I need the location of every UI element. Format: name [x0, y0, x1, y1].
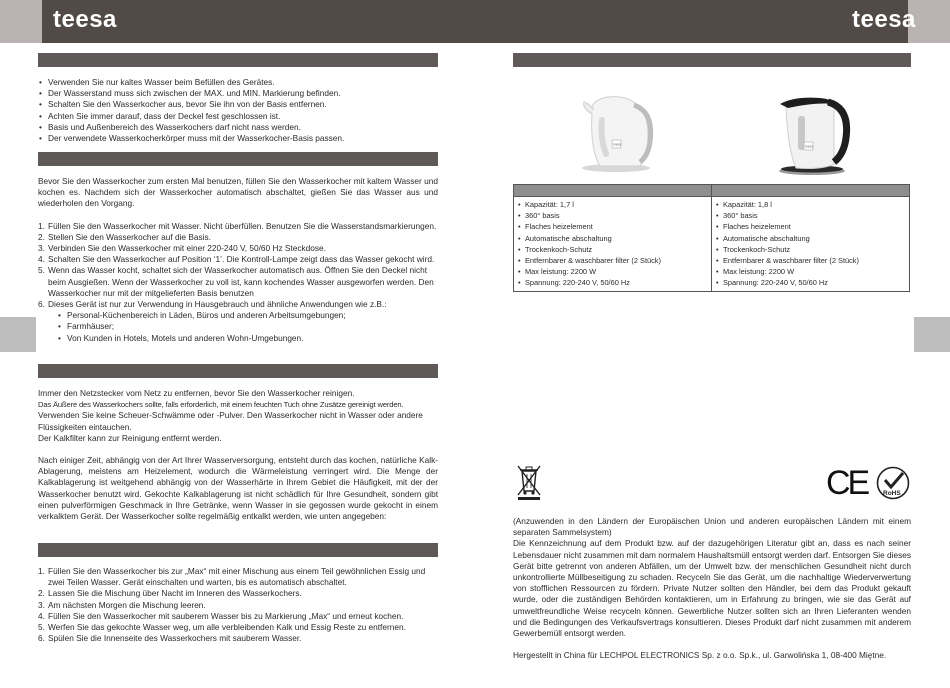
- svg-text:teesa: teesa: [805, 144, 814, 149]
- disposal-text: Die Kennzeichnung auf dem Produkt bzw. auf der dazugehörigen Literatur gibt an, dass es nach seiner Lebensdauer nicht zusammen mit dam normalem Haushaltsmüll entsorgt werden darf. Entsorgen Sie dieses Gerät bitte getrennt von anderen Abfällen, um der Umwelt bzw. der menschlichen Gesundheit nicht durch unkontrollierte Müllbeseitigung zu schaden. Recyceln Sie das Gerät, um die nachhaltige Wiederverwertung von stofflichen Ressourcen zu fördern. Private Nutzer sollten den Händler, bei dem das Produkt gekauft wurde, oder die zuständigen Behörden kontaktieren, um in Erfahrung zu bringen, wie sie das Gerät auf umweltfreundliche Weise recyceln können. Gewerbliche Nutzer sollten sich an Ihren Lieferanten wenden und die Bedingungen des Verkaufsvertrags konsultieren. Dieses Produkt darf nicht zusammen mit anderem Gewerbemüll entsorgt werden.: [513, 538, 911, 639]
- list-item: • Spannung: 220-240 V, 50/60 Hz: [715, 277, 905, 288]
- descaling-intro: Nach einiger Zeit, abhängig von der Art Ihrer Wasserversorgung, entsteht durch das kochen, natürliche Kalk-Ablagerung, meistens am Heizelement, wodurch die Wärmeleistung verringert wird. Die Menge der Kalkablagerung ist weitgehend abhängig von der Wasserhärte in Ihrem Gebiet die Häufigkeit, mit der der Wasserkocher benutzt wird. Gekochte Kalkablagerung ist nicht schädlich für Ihre Gesundheit, sondern gibt einen pulverförmigen Geschmack in Ihre Getränke, wenn Wasser in sie gegossen wurde gekocht in einem verkalktem Gerät. Der Wasserkocher sollte regelmäßig entkalkt werden, wie unten angegeben:: [38, 455, 438, 522]
- section-bar-specs: [513, 53, 911, 67]
- cleaning-p2: Das Äußere des Wasserkochers sollte, falls erforderlich, mit einem feuchten Tuch ohne Zusätze gereinigt werden.: [38, 400, 404, 410]
- list-item: • Achten Sie immer darauf, dass der Deckel fest geschlossen ist.: [38, 111, 438, 122]
- svg-text:RoHS: RoHS: [883, 490, 901, 497]
- weee-bin-icon: [514, 462, 544, 500]
- side-tab-right: [914, 317, 950, 352]
- list-item: 4. Füllen Sie den Wasserkocher mit sauberem Wasser bis zu Markierung „Max“ und erneut kochen.: [38, 610, 404, 621]
- list-item: • Automatische abschaltung: [517, 233, 707, 244]
- section-bar-descaling: [38, 543, 438, 557]
- first-use-section: [38, 176, 438, 344]
- list-item: 1. Füllen Sie den Wasserkocher bis zur „Max“ mit einer Mischung aus einem Teil gewöhnlichen Essig und zwei Teilen Wasser. Gerät einschalten und warten, bis es automatisch abschaltet.: [38, 566, 426, 588]
- side-tab-left: [0, 317, 36, 352]
- list-item: 3. Am nächsten Morgen die Mischung leeren.: [38, 599, 206, 610]
- list-item: 1. Füllen Sie den Wasserkocher mit Wasser. Nicht überfüllen. Benutzen Sie die Wasserstandsmarkierungen.: [38, 220, 437, 231]
- spec-table: [513, 184, 910, 292]
- list-item: • Spannung: 220-240 V, 50/60 Hz: [517, 277, 707, 288]
- list-item: 2. Lassen Sie die Mischung über Nacht im Inneren des Wasserkochers.: [38, 588, 302, 599]
- spec-column-2: [712, 197, 910, 292]
- disposal-note: (Anzuwenden in den Ländern der Europäischen Union und anderen europäischen Ländern mit einem separaten Sammelsystem): [513, 516, 911, 538]
- kettle-image-white: [578, 90, 658, 172]
- list-item: • Farmhäuser;: [58, 321, 438, 332]
- list-item: • Max leistung: 2200 W: [517, 266, 707, 277]
- list-item: • Kapazität: 1,7 l: [517, 199, 707, 210]
- manufacturer-line: Hergestellt in China für LECHPOL ELECTRONICS Sp. z o.o. Sp.k., ul. Garwolińska 1, 08-400 Miętne.: [513, 650, 887, 661]
- list-item: • Trockenkoch-Schutz: [517, 244, 707, 255]
- list-item: • Automatische abschaltung: [715, 233, 905, 244]
- list-item: 5. Werfen Sie das gekochte Wasser weg, um alle verbleibenden Kalk und Essig Reste zu entfernen.: [38, 622, 406, 633]
- list-item: • Max leistung: 2200 W: [715, 266, 905, 277]
- header-tab-left: [0, 0, 42, 43]
- list-item: • Verwenden Sie nur kaltes Wasser beim Befüllen des Gerätes.: [38, 77, 438, 88]
- section-bar-cleaning: [38, 364, 438, 378]
- ce-mark-icon: CE: [826, 464, 868, 502]
- first-use-intro: Bevor Sie den Wasserkocher zum ersten Mal benutzen, füllen Sie den Wasserkocher mit kaltem Wasser und kochen es. Nachdem sich der Wasserkocher automatisch abschaltet, gießen Sie das Wasser aus und wiederholen den Vorgang.: [38, 176, 438, 209]
- list-item: 5. Wenn das Wasser kocht, schaltet sich der Wasserkocher automatisch aus. Öffnen Sie den Deckel nicht beim Ausgießen. Wenn der Wasserkocher zu voll ist, kann kochendes Wasser ausgeworfen werden. Den Wasserkocher nur mit der mitgelieferten Basis benutzen: [38, 265, 434, 298]
- list-item: • 360° basis: [517, 210, 707, 221]
- svg-text:teesa: teesa: [613, 142, 622, 147]
- list-item: • Von Kunden in Hotels, Motels und anderen Wohn-Umgebungen.: [58, 333, 438, 344]
- list-item: 6. Dieses Gerät ist nur zur Verwendung in Hausgebrauch und ähnliche Anwendungen wie z.B.: • Personal-Küchenbereich in Läden, Büros und anderen Arbeitsumgebungen; • Farmhäuser; • Von Kunden in Hotels, Motels und anderen Wohn-Umgebungen.: [38, 299, 438, 344]
- list-item: • Personal-Küchenbereich in Läden, Büros und anderen Arbeitsumgebungen;: [58, 310, 438, 321]
- list-item: • Entfernbarer & waschbarer filter (2 Stück): [517, 255, 707, 266]
- usage-notes: [38, 77, 438, 144]
- list-item: • Flaches heizelement: [517, 221, 707, 232]
- list-item: • Schalten Sie den Wasserkocher aus, bevor Sie ihn von der Basis entfernen.: [38, 99, 438, 110]
- cleaning-p4: Der Kalkfilter kann zur Reinigung entfernt werden.: [38, 432, 222, 443]
- disposal-section: [513, 516, 911, 661]
- spec-table-header-left: [514, 185, 712, 197]
- header-bar: [0, 0, 950, 43]
- rohs-badge-icon: [876, 466, 910, 500]
- list-item: 4. Schalten Sie den Wasserkocher auf Position ‘1’. Die Kontroll-Lampe zeigt dass das Wasser gekocht wird.: [38, 254, 435, 265]
- section-bar-first-use: [38, 152, 438, 166]
- list-item: • Kapazität: 1,8 l: [715, 199, 905, 210]
- cleaning-p3: Verwenden Sie keine Scheuer-Schwämme oder -Pulver. Den Wasserkocher nicht in Wasser oder andere Flüssigkeiten eintauchen.: [38, 410, 423, 432]
- section-bar-usage: [38, 53, 438, 67]
- brand-logo-left: teesa: [53, 6, 117, 33]
- list-item: • Der Wasserstand muss sich zwischen der MAX. und MIN. Markierung befinden.: [38, 88, 438, 99]
- cleaning-p1: Immer den Netzstecker vom Netz zu entfernen, bevor Sie den Wasserkocher reinigen.: [38, 388, 355, 398]
- list-item: 6. Spülen Sie die Innenseite des Wasserkochers mit sauberem Wasser.: [38, 633, 302, 644]
- list-item: • Flaches heizelement: [715, 221, 905, 232]
- descaling-steps: [38, 566, 438, 644]
- kettle-image-black: [770, 90, 852, 176]
- list-item: 2. Stellen Sie den Wasserkocher auf die Basis.: [38, 231, 211, 242]
- list-item: • 360° basis: [715, 210, 905, 221]
- list-item: • Basis und Außenbereich des Wasserkochers darf nicht nass werden.: [38, 122, 438, 133]
- spec-table-header-right: [712, 185, 910, 197]
- spec-column-1: [514, 197, 712, 292]
- list-item: • Der verwendete Wasserkocherkörper muss mit der Wasserkocher-Basis passen.: [38, 133, 438, 144]
- cleaning-section: [38, 388, 438, 522]
- list-item: • Trockenkoch-Schutz: [715, 244, 905, 255]
- brand-logo-right: teesa: [852, 6, 916, 33]
- list-item: • Entfernbarer & waschbarer filter (2 Stück): [715, 255, 905, 266]
- list-item: 3. Verbinden Sie den Wasserkocher mit einer 220-240 V, 50/60 Hz Steckdose.: [38, 243, 326, 254]
